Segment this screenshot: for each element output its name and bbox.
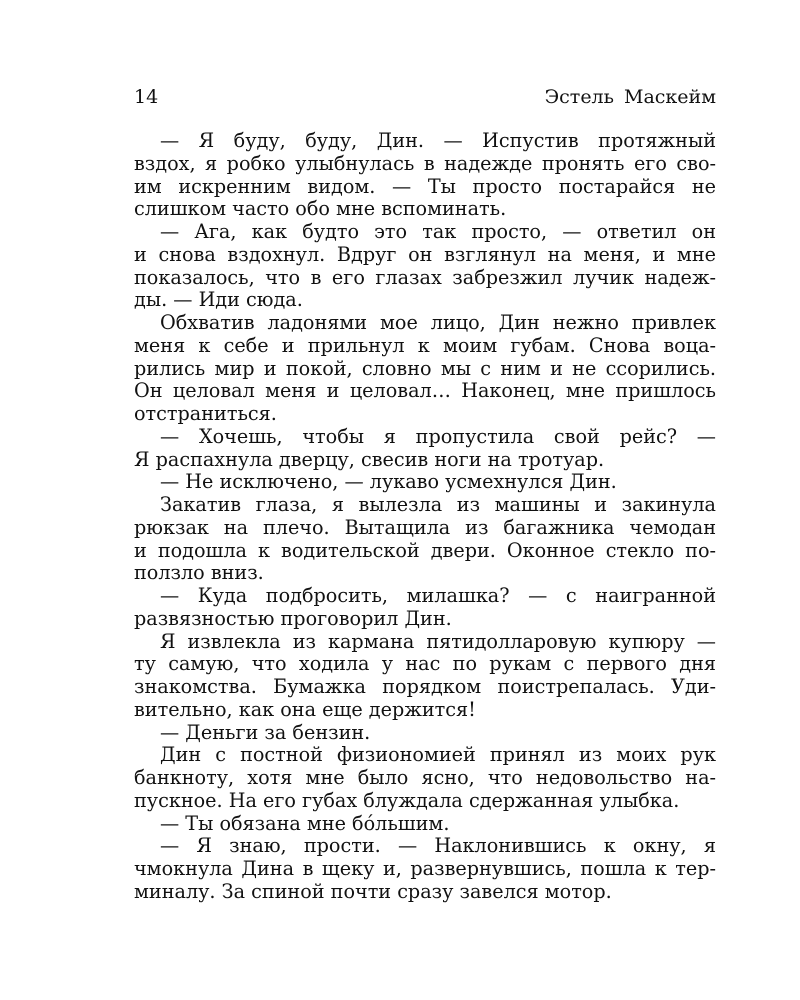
text-line: — Не исключено, — лукаво усмехнулся Дин. (160, 470, 617, 494)
text-line: — Я буду, буду, Дин. — Испустив протяжный (160, 129, 716, 152)
text-line: — Деньги за бензин. (160, 720, 371, 744)
text-line: — Ты обязана мне бóльшим. (160, 811, 450, 835)
text-line: банкноту, хотя мне было ясно, что недовольство на- (134, 766, 716, 789)
text-line: показалось, что в его глазах забрезжил лучик надеж- (134, 265, 716, 289)
text-line: знакомства. Бумажка порядком поистрепалась. Уди- (134, 675, 716, 698)
text-line: отстраниться. (134, 402, 277, 425)
text-line: Дин с постной физиономией принял из моих рук (160, 743, 716, 767)
header-author: Эстель Маскейм (544, 86, 716, 108)
running-header (134, 86, 716, 112)
text-line: ды. — Иди сюда. (134, 288, 303, 312)
text-line: пускное. На его губах блуждала сдержанная улыбка. (134, 788, 680, 812)
text-line: Я извлекла из кармана пятидолларовую купюру — (160, 629, 716, 653)
body-text (134, 130, 716, 904)
text-line: ползло вниз. (134, 561, 264, 585)
text-line: вздох, я робко улыбнулась в надежде пронять его сво- (134, 151, 716, 175)
text-line: рюкзак на плечо. Вытащила из багажника чемодан (134, 515, 716, 539)
text-line: Я распахнула дверцу, свесив ноги на тротуар. (134, 447, 605, 471)
text-line: вительно, как она еще держится! (134, 697, 476, 721)
text-line: и подошла к водительской двери. Оконное стекло по- (134, 538, 716, 562)
text-line: Обхватив ладонями мое лицо, Дин нежно привлек (160, 311, 716, 334)
text-line: развязностью проговорил Дин. (134, 606, 452, 630)
text-line: рились мир и покой, словно мы с ним и не ссорились. (134, 356, 716, 380)
text-line: и снова вздохнул. Вдруг он взглянул на меня, и мне (134, 242, 716, 266)
text-line: миналу. За спиной почти сразу завелся мотор. (134, 879, 612, 903)
text-line: — Куда подбросить, милашка? — с наигранной (160, 584, 716, 607)
text-line: им искренним видом. — Ты просто постарайся не (134, 174, 716, 198)
text-line: — Хочешь, чтобы я пропустила свой рейс? — (160, 424, 716, 448)
text-line: Закатив глаза, я вылезла из машины и закинула (160, 493, 716, 516)
text-line: — Ага, как будто это так просто, — ответил он (160, 220, 716, 243)
text-line: слишком часто обо мне вспоминать. (134, 197, 507, 221)
text-line: — Я знаю, прости. — Наклонившись к окну, я (160, 834, 716, 858)
text-line: чмокнула Дина в щеку и, развернувшись, пошла к тер- (134, 857, 716, 880)
text-line: ту самую, что ходила у нас по рукам с первого дня (134, 652, 716, 676)
text-line: Он целовал меня и целовал… Наконец, мне пришлось (134, 379, 716, 403)
page-number: 14 (134, 86, 159, 108)
text-line: меня к себе и прильнул к моим губам. Снова воца- (134, 333, 716, 357)
